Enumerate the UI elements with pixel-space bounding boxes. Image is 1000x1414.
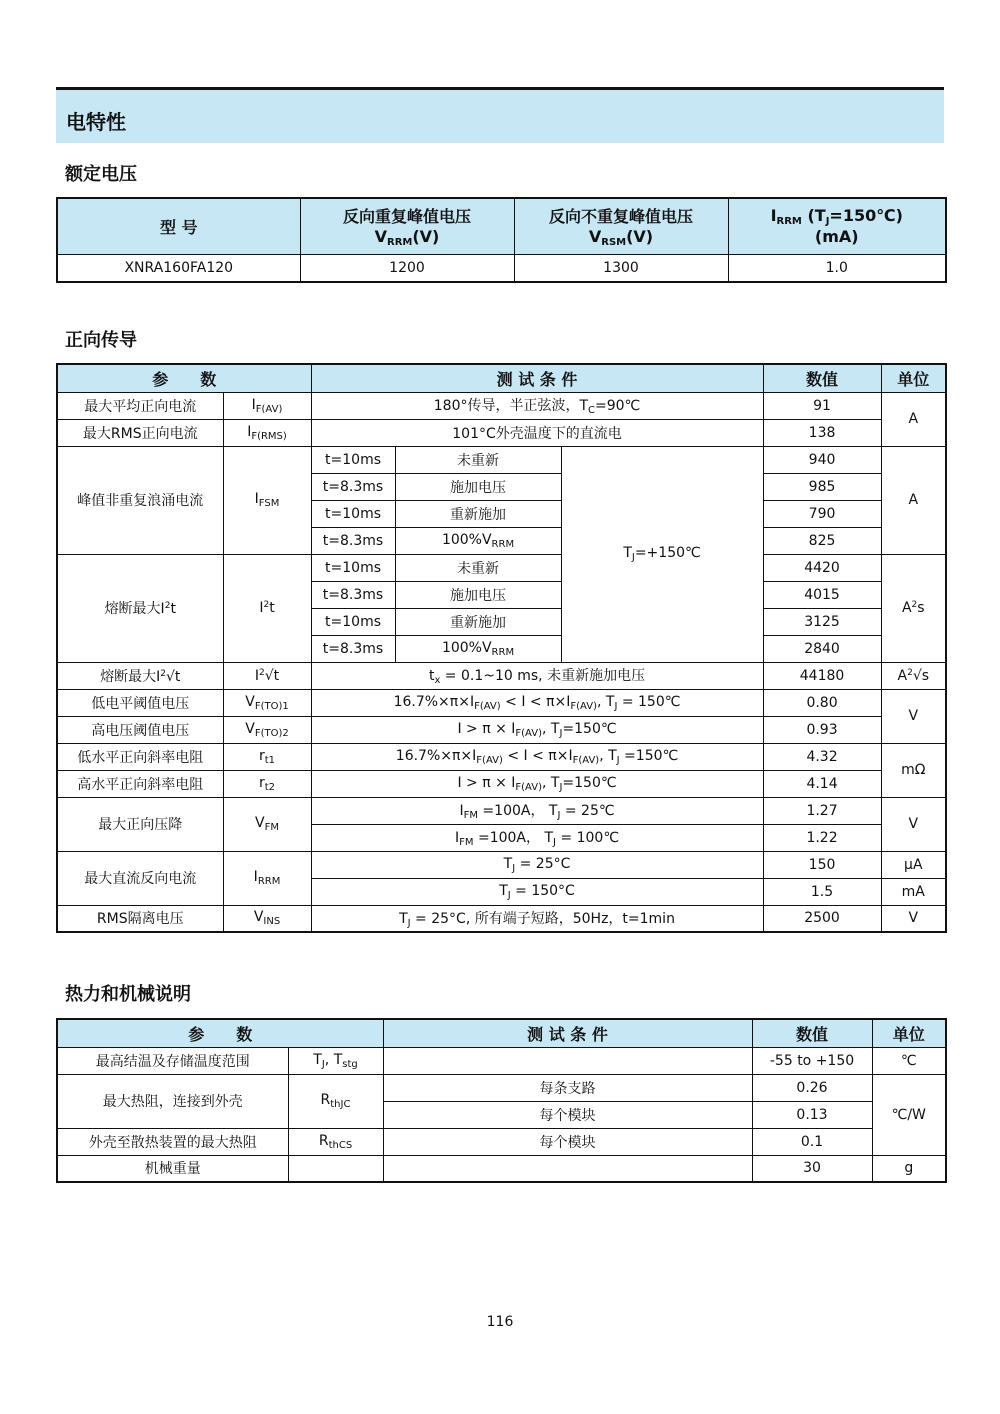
table-cell: [311, 743, 763, 770]
table-row: [57, 797, 946, 824]
table-cell: 44180: [763, 662, 881, 689]
tj-condition: [561, 446, 763, 662]
subscript: F(AV): [476, 754, 503, 766]
subscript: F(AV): [515, 781, 542, 793]
text-fragment: √t: [264, 667, 280, 684]
table-cell: 825: [763, 527, 881, 554]
table-cell: 0.26: [752, 1074, 872, 1101]
subscript: F(AV): [572, 754, 600, 766]
text-fragment: V: [588, 227, 602, 247]
table-cell: t=8.3ms: [311, 581, 395, 608]
table-cell: 最大RMS正向电流: [57, 419, 223, 446]
text-fragment: =100A， T: [473, 830, 554, 846]
text-fragment: A: [901, 600, 912, 616]
subscript: J: [321, 1058, 325, 1070]
table-cell: [223, 770, 311, 797]
forward-table: [56, 363, 947, 933]
subscript: thJC: [330, 1099, 351, 1110]
table-cell: [223, 419, 311, 446]
text-fragment: [515, 227, 728, 248]
subscript: J: [616, 754, 620, 766]
table-row: [57, 254, 946, 282]
table-row: [57, 1074, 946, 1101]
superscript: 2: [160, 668, 166, 679]
text-fragment: I: [253, 869, 258, 885]
header-irrm: [728, 198, 946, 254]
header-param: 参 数: [57, 1019, 383, 1047]
table-cell: 每个模块: [383, 1101, 752, 1128]
table-cell: [288, 1155, 383, 1182]
table-cell: 施加电压: [395, 473, 561, 500]
table-cell: -55 to +150: [752, 1047, 872, 1074]
text-fragment: I: [455, 830, 460, 846]
table-cell: [311, 689, 763, 716]
table-cell: 外壳至散热装置的最大热阻: [57, 1128, 288, 1155]
irrm-cell: 1.0: [728, 254, 946, 282]
table-cell: [311, 392, 763, 419]
table-cell: [223, 554, 311, 662]
vrsm-cell: 1300: [514, 254, 728, 282]
table-cell: 1.22: [763, 824, 881, 851]
text-fragment: (mA): [814, 227, 859, 247]
text-fragment: V: [374, 227, 387, 247]
header-model: 型 号: [57, 198, 300, 254]
table-cell: 高水平正向斜率电阻: [57, 770, 223, 797]
table-cell: [395, 635, 561, 662]
header-cond: 测 试 条 件: [311, 364, 763, 392]
table-cell: [223, 662, 311, 689]
table-row: [57, 905, 946, 932]
table-cell: 重新施加: [395, 500, 561, 527]
superscript: 2: [907, 667, 913, 678]
table-cell: [383, 1155, 752, 1182]
subscript: RRM: [491, 538, 515, 550]
thermal-table: [56, 1018, 947, 1183]
table-cell: [311, 905, 763, 932]
text-fragment: =150℃: [619, 747, 679, 764]
table-cell: mΩ: [881, 743, 946, 797]
table-cell: [383, 1047, 752, 1074]
superscript: 2: [164, 601, 171, 611]
table-cell: 最大正向压降: [57, 797, 223, 851]
text-fragment: (V): [626, 227, 654, 247]
text-fragment: =150℃: [562, 774, 617, 791]
table-cell: [311, 797, 763, 824]
table-cell: V: [881, 797, 946, 851]
subscript: FSM: [258, 498, 280, 509]
superscript: 2: [911, 600, 918, 610]
subscript: J: [614, 700, 618, 712]
table-cell: [288, 1128, 383, 1155]
subscript: RRM: [776, 216, 802, 228]
page-number: 116: [486, 1314, 514, 1330]
table-cell: 最高结温及存储温度范围: [57, 1047, 288, 1074]
text-fragment: , T: [596, 693, 615, 710]
text-fragment: 100%V: [441, 531, 492, 548]
text-fragment: R: [318, 1132, 329, 1149]
text-fragment: V: [245, 693, 255, 710]
table-cell: 4.14: [763, 770, 881, 797]
table-row: [57, 1128, 946, 1155]
table-row: [57, 851, 946, 878]
text-fragment: = 100℃: [555, 830, 620, 846]
model-cell: XNRA160FA120: [57, 254, 300, 282]
table-cell: 985: [763, 473, 881, 500]
table-row: [57, 689, 946, 716]
forward-title: 正向传导: [65, 330, 137, 351]
table-cell: 1.27: [763, 797, 881, 824]
text-fragment: T: [503, 855, 513, 872]
text-fragment: < I < π×I: [502, 747, 573, 764]
vrrm-cell: 1200: [300, 254, 514, 282]
subscript: F(AV): [474, 700, 501, 712]
text-fragment: =100A， T: [477, 803, 558, 819]
table-cell: 2840: [763, 635, 881, 662]
table-cell: g: [872, 1155, 946, 1182]
text-fragment: , T: [542, 720, 560, 737]
table-cell: 未重新: [395, 554, 561, 581]
text-fragment: = 150℃: [617, 693, 681, 710]
header-vrsm: [514, 198, 728, 254]
table-cell: 1.5: [763, 878, 881, 905]
subscript: J: [507, 889, 511, 901]
text-fragment: =150℃: [562, 720, 617, 737]
subscript: J: [512, 862, 516, 874]
subscript: RRM: [257, 876, 281, 887]
table-cell: [223, 851, 311, 905]
text-fragment: I: [259, 600, 264, 616]
text-fragment: 反向重复峰值电压: [342, 207, 471, 227]
text-fragment: =150℃): [829, 206, 903, 226]
subscript: RSM: [601, 237, 627, 249]
text-fragment: = 0.1~10 ms, 未重新施加电压: [440, 668, 646, 684]
table-cell: μA: [881, 851, 946, 878]
table-cell: ℃/W: [872, 1074, 946, 1155]
text-fragment: 16.7%×π×I: [393, 693, 475, 710]
table-row: [57, 770, 946, 797]
text-fragment: [729, 206, 946, 227]
text-fragment: T: [313, 1051, 322, 1068]
table-cell: [288, 1047, 383, 1074]
section-header: [56, 87, 944, 143]
subscript: FM: [459, 837, 474, 848]
subscript: F(AV): [515, 727, 542, 739]
table-cell: t=10ms: [311, 554, 395, 581]
table-cell: [288, 1074, 383, 1128]
table-cell: 未重新: [395, 446, 561, 473]
table-cell: 91: [763, 392, 881, 419]
table-cell: A: [881, 446, 946, 554]
table-cell: 2500: [763, 905, 881, 932]
table-cell: [311, 716, 763, 743]
text-fragment: V: [245, 720, 255, 737]
text-fragment: √t: [165, 668, 181, 685]
text-fragment: , T: [599, 747, 617, 764]
text-fragment: 100%V: [441, 639, 492, 656]
table-cell: 每条支路: [383, 1074, 752, 1101]
text-fragment: t: [170, 601, 176, 617]
table-cell: 790: [763, 500, 881, 527]
table-cell: 低电平阈值电压: [57, 689, 223, 716]
text-fragment: =+150℃: [634, 545, 701, 561]
table-cell: 940: [763, 446, 881, 473]
table-cell: [881, 554, 946, 662]
table-cell: t=10ms: [311, 446, 395, 473]
table-cell: V: [881, 905, 946, 932]
table-cell: RMS隔离电压: [57, 905, 223, 932]
table-cell: t=8.3ms: [311, 527, 395, 554]
text-fragment: = 25°C: [515, 855, 571, 872]
text-fragment: 熔断最大I: [104, 601, 165, 617]
table-row: [57, 446, 946, 473]
table-cell: [881, 662, 946, 689]
table-cell: 3125: [763, 608, 881, 635]
table-cell: [395, 527, 561, 554]
subscript: INS: [263, 916, 281, 928]
table-cell: 0.93: [763, 716, 881, 743]
text-fragment: A: [897, 667, 908, 684]
text-fragment: [301, 227, 514, 248]
subscript: F(AV): [570, 700, 597, 712]
subscript: J: [407, 917, 411, 929]
subscript: F(AV): [255, 403, 283, 415]
table-cell: [57, 662, 223, 689]
table-cell: 重新施加: [395, 608, 561, 635]
text-fragment: I > π × I: [457, 774, 516, 791]
table-row: [57, 554, 946, 581]
table-row: [57, 1155, 946, 1182]
table-cell: 138: [763, 419, 881, 446]
table-cell: 每个模块: [383, 1128, 752, 1155]
subscript: stg: [342, 1058, 358, 1070]
text-fragment: √s: [912, 667, 930, 684]
table-cell: 0.80: [763, 689, 881, 716]
table-cell: [311, 662, 763, 689]
subscript: RRM: [387, 237, 413, 249]
subscript: thCS: [328, 1139, 353, 1151]
text-fragment: , T: [542, 774, 560, 791]
table-cell: 施加电压: [395, 581, 561, 608]
thermal-title: 热力和机械说明: [65, 984, 191, 1005]
subscript: t1: [264, 754, 276, 766]
table-row: [57, 419, 946, 446]
text-fragment: T: [623, 545, 632, 561]
text-fragment: I > π × I: [457, 720, 516, 737]
text-fragment: 熔断最大I: [100, 668, 161, 685]
text-fragment: = 150°C: [510, 882, 575, 899]
text-fragment: T: [399, 910, 408, 927]
subscript: x: [434, 675, 441, 686]
header-cond: 测 试 条 件: [383, 1019, 752, 1047]
header-value: 数值: [763, 364, 881, 392]
table-cell: A: [881, 392, 946, 446]
subscript: J: [559, 781, 563, 793]
table-cell: 0.1: [752, 1128, 872, 1155]
text-fragment: (V): [412, 227, 440, 247]
subscript: RRM: [491, 646, 515, 658]
text-fragment: < I < π×I: [500, 693, 571, 710]
table-row: [57, 662, 946, 689]
table-cell: [57, 554, 223, 662]
header-param: 参 数: [57, 364, 311, 392]
subscript: J: [631, 552, 635, 563]
table-cell: [311, 824, 763, 851]
text-fragment: r: [258, 774, 265, 791]
subscript: J: [559, 727, 563, 739]
table-cell: 0.13: [752, 1101, 872, 1128]
text-fragment: = 25℃: [560, 803, 615, 819]
table-cell: 峰值非重复浪涌电流: [57, 446, 223, 554]
subscript: FM: [264, 822, 279, 833]
subscript: F(TO)2: [254, 727, 289, 739]
text-fragment: (T: [801, 206, 826, 226]
text-fragment: V: [253, 909, 264, 926]
rated-voltage-title: 额定电压: [65, 164, 137, 185]
text-fragment: =90℃: [595, 398, 641, 414]
table-cell: [223, 716, 311, 743]
table-cell: t=8.3ms: [311, 635, 395, 662]
table-cell: ℃: [872, 1047, 946, 1074]
header-unit: 单位: [881, 364, 946, 392]
table-cell: t=10ms: [311, 608, 395, 635]
table-cell: [223, 743, 311, 770]
subscript: F(TO)1: [254, 700, 289, 712]
table-cell: [311, 851, 763, 878]
subscript: FM: [463, 810, 478, 821]
table-cell: 高电压阈值电压: [57, 716, 223, 743]
table-cell: V: [881, 689, 946, 743]
table-cell: [223, 689, 311, 716]
table-cell: 机械重量: [57, 1155, 288, 1182]
subscript: t2: [264, 781, 276, 793]
text-fragment: I: [254, 491, 259, 507]
table-cell: 最大热阻，连接到外壳: [57, 1074, 288, 1128]
text-fragment: 16.7%×π×I: [395, 747, 477, 764]
text-fragment: R: [320, 1092, 331, 1108]
text-fragment: 反向不重复峰值电压: [548, 207, 693, 227]
text-fragment: I: [770, 206, 777, 226]
table-cell: 150: [763, 851, 881, 878]
text-fragment: V: [255, 815, 265, 831]
subscript: J: [553, 837, 556, 848]
table-cell: t=8.3ms: [311, 473, 395, 500]
text-fragment: = 25°C, 所有端子短路，50Hz，t=1min: [410, 910, 675, 927]
table-row: [57, 392, 946, 419]
header-unit: 单位: [872, 1019, 946, 1047]
table-cell: [223, 392, 311, 419]
superscript: 2: [259, 667, 265, 678]
table-cell: [223, 905, 311, 932]
table-cell: [223, 797, 311, 851]
table-cell: 低水平正向斜率电阻: [57, 743, 223, 770]
text-fragment: t: [269, 600, 275, 616]
table-cell: [311, 878, 763, 905]
text-fragment: I: [459, 803, 464, 819]
text-fragment: T: [499, 882, 508, 899]
section-title: 电特性: [66, 110, 126, 134]
text-fragment: I: [254, 667, 259, 684]
subscript: J: [557, 810, 561, 821]
header-vrrm: [300, 198, 514, 254]
table-cell: 101°C外壳温度下的直流电: [311, 419, 763, 446]
text-fragment: r: [258, 747, 265, 764]
table-row: [57, 743, 946, 770]
table-cell: 最大直流反向电流: [57, 851, 223, 905]
subscript: F(RMS): [251, 430, 287, 442]
table-row: [57, 716, 946, 743]
table-cell: [223, 446, 311, 554]
table-cell: 4420: [763, 554, 881, 581]
subscript: J: [825, 216, 830, 228]
text-fragment: 180°传导，半正弦波，T: [433, 398, 589, 414]
header-value: 数值: [752, 1019, 872, 1047]
table-cell: [311, 770, 763, 797]
table-cell: t=10ms: [311, 500, 395, 527]
text-fragment: s: [917, 600, 925, 616]
superscript: 2: [263, 600, 270, 610]
subscript: C: [588, 405, 596, 416]
text-fragment: , T: [324, 1051, 343, 1068]
table-row: [57, 1047, 946, 1074]
table-cell: 4015: [763, 581, 881, 608]
table-cell: 30: [752, 1155, 872, 1182]
table-cell: 4.32: [763, 743, 881, 770]
rated-voltage-table: [56, 197, 947, 283]
text-fragment: I: [247, 423, 252, 440]
table-cell: 最大平均正向电流: [57, 392, 223, 419]
table-cell: mA: [881, 878, 946, 905]
text-fragment: I: [251, 396, 256, 413]
text-fragment: t: [428, 668, 435, 684]
